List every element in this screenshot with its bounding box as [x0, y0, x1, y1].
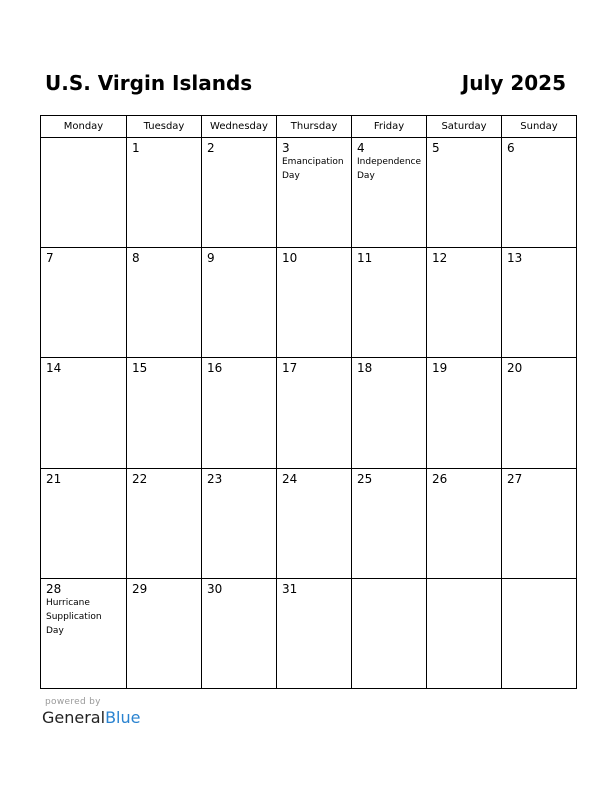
weekday-header: Wednesday: [202, 116, 277, 138]
day-number: 26: [432, 471, 448, 486]
calendar-day-cell: [277, 248, 352, 358]
holiday-event: Independence Day: [357, 157, 422, 181]
calendar-day-cell: [277, 138, 352, 248]
calendar-day-cell: [202, 468, 277, 578]
day-number: 23: [207, 471, 223, 486]
day-number: 31: [282, 581, 298, 596]
calendar-week-row: [41, 578, 577, 688]
calendar-day-cell: [352, 248, 427, 358]
calendar-day-cell: [127, 138, 202, 248]
calendar-day-cell: [502, 248, 577, 358]
holiday-event: Emancipation Day: [282, 157, 344, 181]
calendar-day-cell: [352, 578, 427, 688]
calendar-day-cell: [127, 358, 202, 468]
calendar-week-row: [41, 358, 577, 468]
day-number: 15: [132, 361, 148, 376]
calendar-day-cell: [277, 358, 352, 468]
calendar-day-cell: [202, 248, 277, 358]
day-number: 27: [507, 471, 523, 486]
calendar-day-cell: [352, 138, 427, 248]
day-number: 14: [46, 361, 62, 376]
calendar-month-title: July 2025: [461, 71, 566, 95]
day-number: 30: [207, 581, 223, 596]
calendar-day-cell: [277, 578, 352, 688]
calendar-day-cell: [427, 468, 502, 578]
day-number: 9: [207, 251, 215, 266]
weekday-header: Monday: [41, 116, 127, 138]
generalblue-logo[interactable]: [42, 708, 140, 728]
calendar-week-row: [41, 138, 577, 248]
day-number: 5: [432, 141, 440, 155]
day-number: 6: [507, 141, 515, 155]
day-number: 18: [357, 361, 373, 376]
weekday-header: Sunday: [502, 116, 577, 138]
calendar-day-cell: [502, 138, 577, 248]
day-number: 3: [282, 141, 290, 155]
day-number: 12: [432, 251, 448, 266]
calendar-day-cell: [502, 358, 577, 468]
calendar-day-cell: [202, 578, 277, 688]
weekday-header: Thursday: [277, 116, 352, 138]
calendar-day-cell: [127, 248, 202, 358]
calendar-day-cell: [202, 138, 277, 248]
calendar-day-cell: [502, 578, 577, 688]
weekday-header: Friday: [352, 116, 427, 138]
day-number: 20: [507, 361, 523, 376]
day-number: 8: [132, 251, 140, 266]
calendar-day-cell: [202, 358, 277, 468]
day-number: 16: [207, 361, 223, 376]
calendar-day-cell: [127, 468, 202, 578]
day-number: 22: [132, 471, 148, 486]
calendar-day-cell: [352, 358, 427, 468]
brand-blue-text: Blue: [105, 708, 141, 727]
calendar-day-cell: [427, 138, 502, 248]
day-number: 2: [207, 141, 215, 155]
calendar-day-cell: [352, 468, 427, 578]
calendar-day-cell: [427, 358, 502, 468]
powered-by-label: powered by: [45, 697, 101, 707]
day-number: 1: [132, 141, 140, 155]
calendar-week-row: [41, 468, 577, 578]
day-number: 13: [507, 251, 523, 266]
holiday-event: Hurricane Supplication Day: [46, 597, 102, 636]
calendar-day-cell: [277, 468, 352, 578]
calendar-day-cell: [502, 468, 577, 578]
calendar-day-cell: [41, 248, 127, 358]
weekday-header: Tuesday: [127, 116, 202, 138]
calendar-day-cell: [427, 248, 502, 358]
calendar-week-row: [41, 248, 577, 358]
calendar-day-cell: [41, 578, 127, 688]
day-number: 11: [357, 251, 373, 266]
weekday-header-row: [41, 116, 577, 138]
day-number: 28: [46, 581, 62, 596]
weekday-header: Saturday: [427, 116, 502, 138]
calendar-day-cell: [41, 468, 127, 578]
day-number: 4: [357, 141, 365, 155]
day-number: 19: [432, 361, 448, 376]
brand-general-text: General: [42, 708, 106, 727]
calendar-day-cell: [41, 138, 127, 248]
day-number: 7: [46, 251, 54, 266]
day-number: 10: [282, 251, 298, 266]
calendar-day-cell: [41, 358, 127, 468]
calendar-grid: [40, 115, 577, 689]
day-number: 25: [357, 471, 373, 486]
day-number: 17: [282, 361, 298, 376]
calendar-region-title: U.S. Virgin Islands: [45, 71, 253, 95]
day-number: 24: [282, 471, 298, 486]
day-number: 29: [132, 581, 148, 596]
day-number: 21: [46, 471, 62, 486]
calendar-day-cell: [127, 578, 202, 688]
calendar-day-cell: [427, 578, 502, 688]
